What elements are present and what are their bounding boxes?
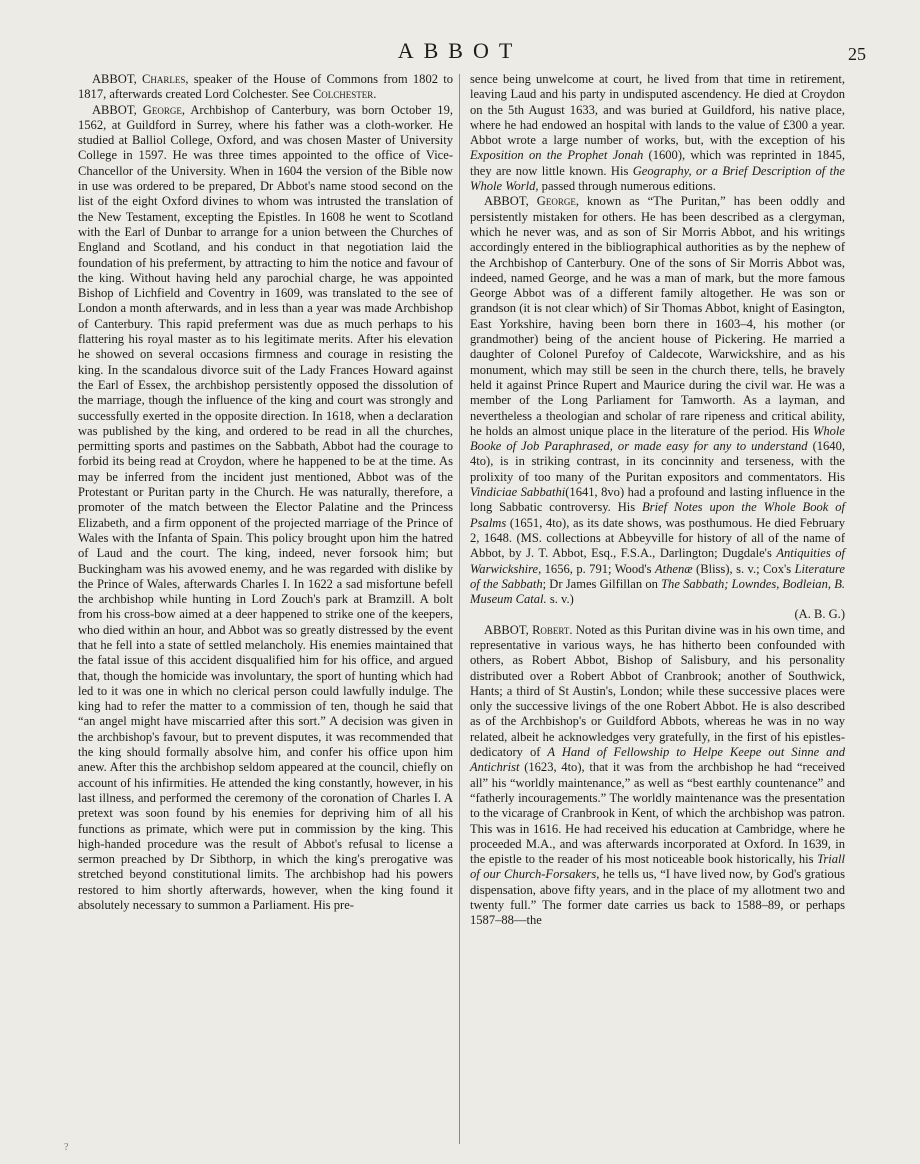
entry-forename: George xyxy=(536,194,576,209)
entry-abbot-robert: ABBOT, Robert. Noted as this Puritan divine was in his own time, and representative in various ways, he has hitherto been confounded with others, as Robert Abbot, Bishop of Salisbury, and his personality distributed over a Robert Abbot of Cranbrook; another of Southwick, Hants; a third of St Austin's, London; while these successive places were only the successive livings of the one Robert Abbot. He is also described as of the Archbishop's or Guildford Abbots, whereas he was in no way related, albeit he acknowledges very gratefully, in the first of his epistles-dedicatory of A Hand of Fellowship to Helpe Keepe out Sinne and Antichrist (1623, 4to), that it was from the archbishop he had “received all” his “worldly maintenance,” as well as “best earthly countenance” and “fatherly incouragements.” The worldly maintenance was the presentation to the vicarage of Cranbrook in Kent, of which the archbishop was patron. This was in 1616. He had received his education at Cambridge, where he proceeded M.A., and was afterwards incorporated at Oxford. In 1639, in the epistle to the reader of his most noticeable book historically, his Triall of our Church-Forsakers, he tells us, “I have lived now, by God's gratious dispensation, above fifty years, and in the place of my allotment two and twenty full.” The former date carries us back to 1588–89, or perhaps 1587–88—the xyxy=(470,622,846,928)
margin-mark: ? xyxy=(64,1142,69,1153)
entry-forename: Robert xyxy=(532,622,570,637)
entry-forename: Charles xyxy=(141,72,186,86)
entry-abbot-george-archbishop: ABBOT, George, Archbishop of Canterbury, was born October 19, 1562, at Guildford in Surrey, where his father was a cloth-worker. He studied at Balliol College, Oxford, and was chosen Master of University College in 1597. He was three times appointed to the office of Vice-Chancellor of the University. When in 1604 the version of the Bible now in use was ordered to be prepared, Dr Abbot's name stood second on the list of the eight Oxford divines to whom was intrusted the translation of the New Testament, excepting the Epistles. In 1608 he went to Scotland with the Earl of Dunbar to arrange for a union between the Churches of England and Scotland, and his conduct in that negotiation laid the foundation of his preferment, by attracting to him the notice and favour of the king. Without having held any parochial charge, he was appointed Bishop of Lichfield and Coventry in 1609, was translated to the see of London a month afterwards, and in less than a year was made Archbishop of Canterbury. This rapid preferment was due as much perhaps to his flattering his royal master as to his legitimate merits. After his elevation he showed on several occasions firmness and courage in resisting the king. In the scandalous divorce suit of the Lady Frances Howard against the Earl of Essex, the archbishop persistently opposed the dissolution of the marriage, though the influence of the king and court was strongly and successfully exerted in the opposite direction. In 1618, when a declaration was published by the king, and ordered to be read in all the churches, permitting sports and pastimes on the Sabbath, Abbot had the courage to forbid its being read at Croydon, where he happened to be at the time. As may be inferred from the incident just mentioned, Abbot was of the Protestant or Puritan party in the Church. He was naturally, therefore, a promoter of the match between the Elector Palatine and the Princess Elizabeth, and a firm opponent of the projected marriage of the Prince of Wales with the Infanta of Spain. This policy brought upon him the hatred of Laud and the court. The king, indeed, never forsook him; but Buckingham was his avowed enemy, and he was regarded with dislike by the Prince of Wales, afterwards Charles I. In 1622 a sad misfortune befell the archbishop while hunting in Lord Zouch's park at Bramzill. A bolt from his cross-bow aimed at a deer happened to strike one of the keepers, who died within an hour, and Abbot was so greatly distressed by the event that he fell into a state of settled melancholy. His enemies maintained that the fatal issue of this accident disqualified him for his office, and argued that, though the homicide was involuntary, the sport of hunting which had led to it was one in which no clerical person could lawfully indulge. The king had to refer the matter to a commission of ten, though he said that “an angel might have miscarried after this sort.” A decision was given in the archbishop's favour, but to prevent disputes, it was recommended that the king should formally absolve him, and confer his office upon him anew. After this the archbishop seldom appeared at the council, chiefly on account of his infirmities. He attended the king constantly, however, in his last illness, and performed the ceremony of the coronation of Charles I. A pretext was soon found by his enemies for depriving him of all his functions as primate, which were put in commission by the king. This high-handed procedure was the result of Abbot's refusal to license a sermon preached by Dr Sibthorp, in which the king's prerogative was stretched beyond constitutional limits. The archbishop had his powers restored to him shortly afterwards, however, when the king found it absolutely necessary to summon a Parliament. His pre- xyxy=(78,102,453,913)
entry-abbot-george-puritan: ABBOT, George, known as “The Puritan,” has been oddly and persistently mistaken for others. He has been described as a clergyman, which he never was, and as son of Sir Morris Abbot, and his writings accordingly entered in the bibliographical authorities as by the nephew of the Archbishop of Canterbury. One of the sons of Sir Morris Abbot was, indeed, named George, and he was a man of mark, but the more famous George Abbot was of a different family altogether. He was son or grandson (it is not clear which) of Sir Thomas Abbot, knight of Easington, East Yorkshire, having been born there in 1603–4, his mother (or grandmother) being of the ancient house of Pickering. He married a daughter of Colonel Purefoy of Caldecote, Warwickshire, and as his monument, which may still be seen in the church there, tells, he bravely held it against Prince Rupert and Maurice during the civil war. He was a member of the Long Parliament for Tamworth. As a layman, and nevertheless a theologian and scholar of rare ripeness and critical ability, he holds an almost unique place in the literature of the period. His Whole Booke of Job Paraphrased, or made easy for any to understand (1640, 4to), is in striking contrast, in its concinnity and terseness, with the prolixity of too many of the Puritan expositors and commentators. His Vindiciae Sabbathi(1641, 8vo) had a profound and lasting influence in the long Sabbatic controversy. His Brief Notes upon the Whole Book of Psalms (1651, 4to), as its date shows, was posthumous. He died February 2, 1648. (MS. collections at Abbeyville for history of all of the name of Abbot, by J. T. Abbot, Esq., F.S.A., Darlington; Dugdale's Antiquities of Warwickshire, 1656, p. 791; Wood's Athenæ (Bliss), s. v.; Cox's Literature of the Sabbath; Dr James Gilfillan on The Sabbath; Lowndes, Bodleian, B. Museum Catal. s. v.) (A. B. G.) xyxy=(470,194,846,622)
entry-abbot-charles: ABBOT, Charles, speaker of the House of Commons from 1802 to 1817, afterwards created Lord Colchester. See Colchester. xyxy=(78,72,453,102)
entry-headword: ABBOT, xyxy=(484,194,537,209)
page-number: 25 xyxy=(848,44,866,64)
right-column xyxy=(470,72,845,929)
entry-continuation: sence being unwelcome at court, he lived from that time in retirement, leaving Laud and his party in undisputed ascendency. He died at Croydon on the 5th August 1633, and was buried at Guildford, his native place, where he had endowed an hospital with lands to the value of £300 a year. Abbot wrote a large number of works, but, with the exception of his Exposition on the Prophet Jonah (1600), which was reprinted in 1845, they are now little known. His Geography, or a Brief Description of the Whole World, passed through numerous editions. xyxy=(470,72,845,194)
cross-reference: Colchester xyxy=(312,87,374,102)
entry-forename: George xyxy=(142,102,182,117)
author-signature: (A. B. G.) xyxy=(794,607,845,622)
entry-headword: ABBOT, xyxy=(92,102,143,117)
entry-headword: ABBOT, xyxy=(484,622,533,637)
left-column xyxy=(78,72,453,913)
column-divider xyxy=(459,74,460,1144)
entry-headword: ABBOT, xyxy=(92,72,142,86)
page-title: ABBOT xyxy=(397,38,523,63)
